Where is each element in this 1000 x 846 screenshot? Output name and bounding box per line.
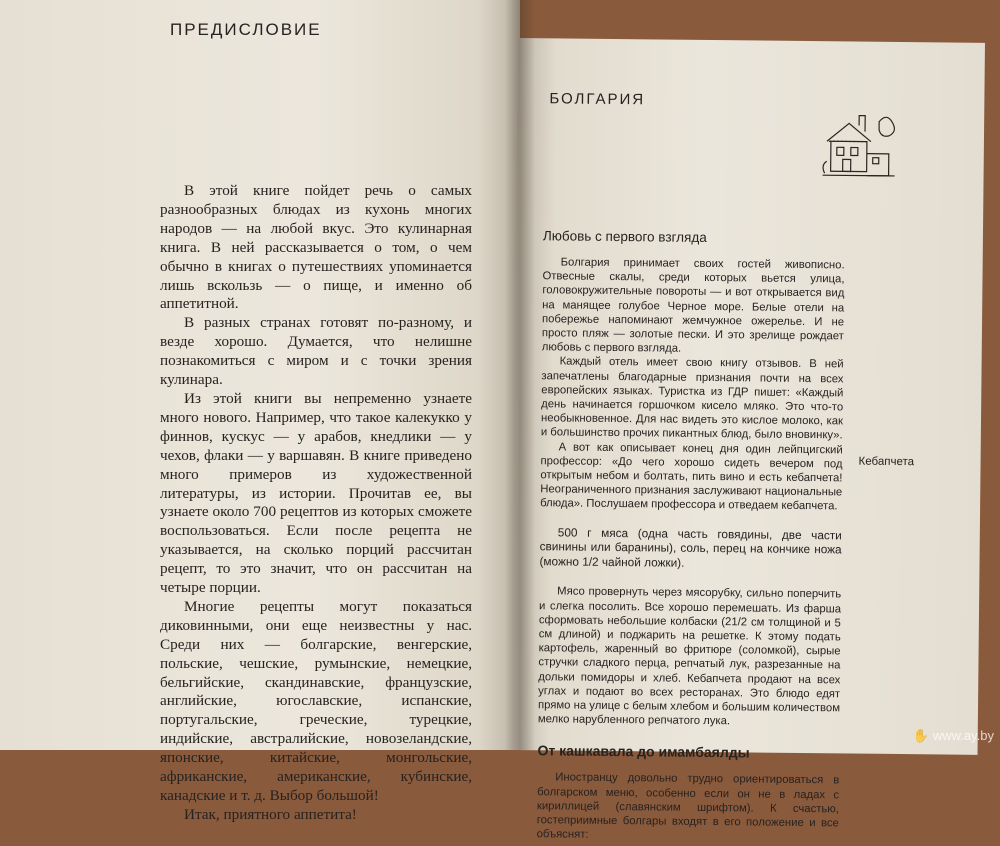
menu-text: [537, 771, 840, 845]
recipe-margin-title: Кебапчета: [858, 455, 915, 469]
method-paragraph: Мясо провернуть через мясорубку, сильно поперчить и слегка посолить. Все хорошо перемешать. Из фарша сформовать небольшие колбаски (21/2 см толщиной и 5 см длиной) и поджарить на решетке. К этому подать картофель, жаренный во фритюре (соломкой), сырые стручки сладкого перца, репчатый лук, разрезанные на дольки помидоры и хлеб. Кебапчета продают на всех углах и подают во всех ресторанах. Это блюдо едят прямо на улице с белым хлебом и большим количеством мелко нарубленного репчатого лука.: [537, 585, 842, 728]
intro-paragraph: Болгария принимает своих гостей живописно. Отвесные скалы, среди которых вьется улица, головокружительные повороты — и вот открывается вид на манящее голубое Черное море. Белые отели на побережье напоминают жемчужное ожерелье. И не просто пляж — золотые пески. И это зрелище рождает любовь с первого взгляда.: [541, 256, 845, 355]
right-page: [513, 38, 985, 842]
house-vignette-icon: [818, 101, 899, 184]
right-column: [537, 228, 845, 845]
watermark-text: www.ay.by: [932, 728, 994, 743]
intro-paragraph: Каждый отель имеет свою книгу отзывов. В ней запечатлены благодарные признания почти на всех европейских языках. Туристка из ГДР пишет: «Каждый день начинается горшочком кисело мляко. Это что-то необыкновенное. Для нас видеть это кислое молоко, как и большинство прочих пикантных блюд, было вновинку».: [540, 355, 844, 442]
recipe-ingredients: [539, 525, 841, 572]
preface-paragraph: Из этой книги вы непременно узнаете много нового. Например, что такое калекукко у финнов, кускус — у арабов, кнедлики — у чехов, флаки — у варшавян. В книге приведено много примеров из художественной литературы, из истории. Прочитав ее, вы узнаете около 700 рецептов из которых сможете воспользоваться. Если после рецепта не указывается, на сколько порций рассчитан рецепт, то это значит, что он рассчитан на четыре порции.: [160, 389, 472, 597]
preface-paragraph: Многие рецепты могут показаться диковинными, они еще неизвестны у нас. Среди них — болгарские, венгерские, польские, чешские, румынские, немецкие, бельгийские, скандинавские, французские, английские, югославские, испанские, португальские, греческие, турецкие, индийские, австралийские, новозеландские, японские, китайские, монгольские, африканские, американские, кубинские, канадские и т. д. Выбор большой!: [160, 597, 472, 804]
preface-paragraph: В разных странах готовят по-разному, и везде хорошо. Думается, что нелишне познакомиться с миром и с точки зрения кулинара.: [160, 314, 472, 389]
right-running-head: БОЛГАРИЯ: [549, 90, 646, 109]
watermark: [913, 728, 994, 744]
section-title: Любовь с первого взгляда: [542, 228, 707, 245]
book-gutter: [505, 0, 535, 750]
ingredients-paragraph: 500 г мяса (одна часть говядины, две части свинины или баранины), соль, перец на кончике ножа (можно 1/2 чайной ложки).: [539, 525, 842, 570]
preface-paragraph: В этой книге пойдет речь о самых разнообразных блюдах из кухонь многих народов — на любой вкус. Это кулинарная книга. В ней рассказывается о том, о чем обычно в книгах о путешествиях упоминается лишь вскользь — о пище, и именно об аппетитной.: [160, 182, 472, 313]
left-running-head: ПРЕДИСЛОВИЕ: [170, 20, 322, 39]
preface-paragraph: Итак, приятного аппетита!: [184, 805, 357, 823]
watermark-hand-icon: ✋: [912, 728, 929, 743]
intro-paragraph: А вот как описывает конец дня один лейпцигский профессор: «До чего хорошо сидеть вечером под открытым небом и болтать, пить вино и есть кебапчета! Неограниченного признания заслуживают национальные блюда». Послушаем профессора и отведаем кебапчета.: [540, 441, 843, 513]
section-title: От кашкавала до имамбаялды: [537, 742, 750, 761]
preface-text: [160, 182, 472, 825]
recipe-method: [538, 585, 841, 730]
intro-text: [540, 255, 845, 514]
menu-paragraph: Иностранцу довольно трудно ориентироваться в болгарском меню, особенно если он не в ладах с кириллицей (славянским шрифтом). К счастью, гостеприимные болгары входят в его положение и все объяснят:: [536, 771, 840, 842]
